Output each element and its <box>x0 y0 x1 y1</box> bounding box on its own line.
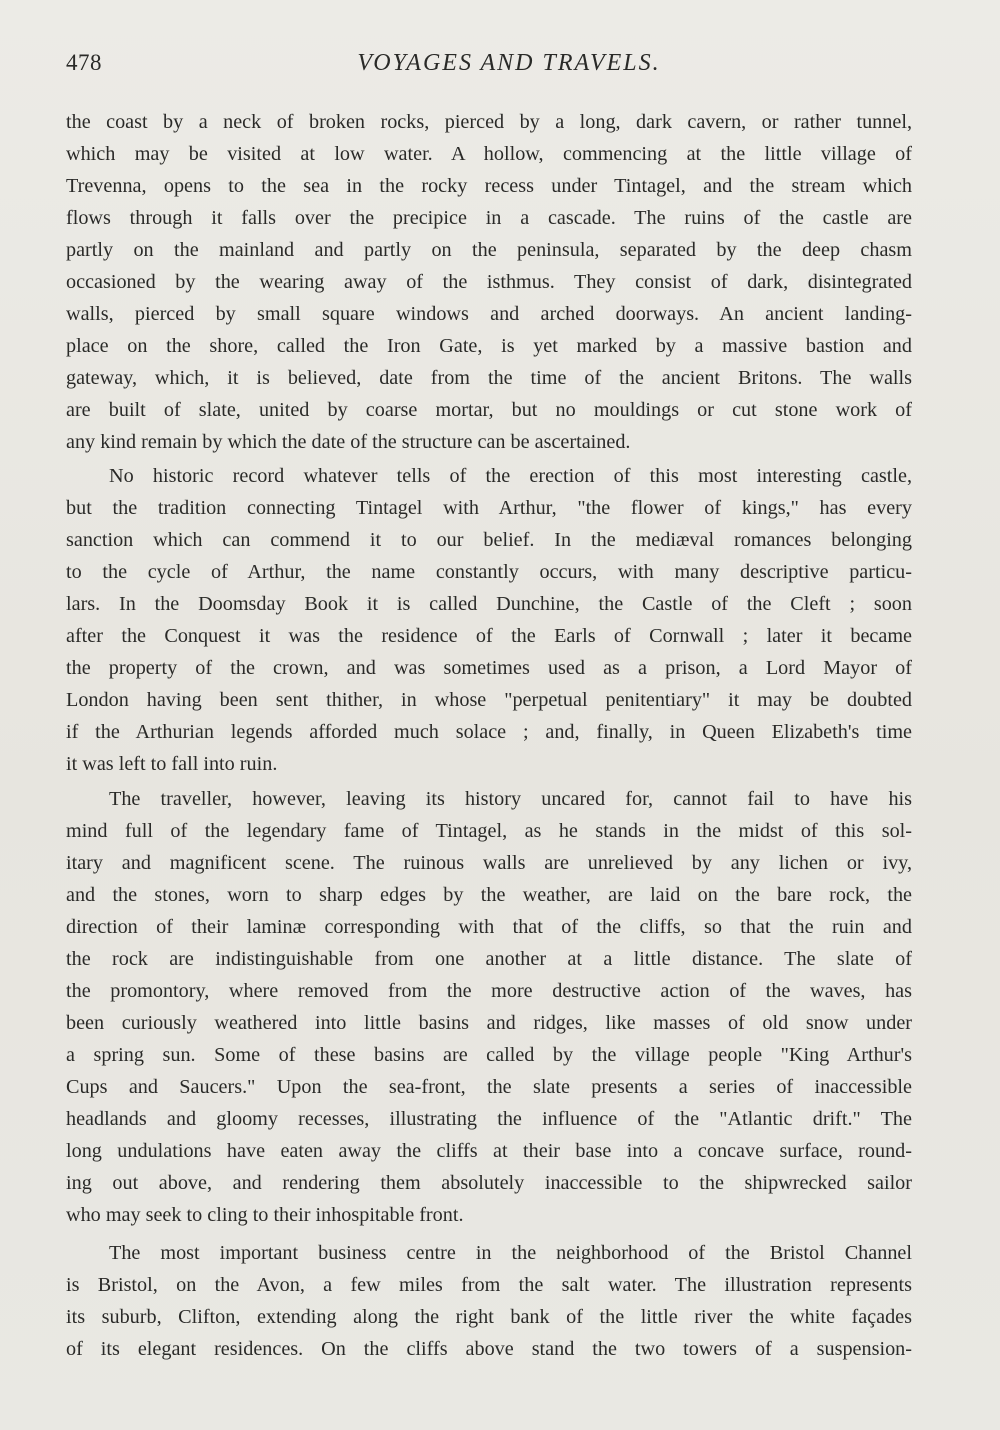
text-line: gateway, which, it is believed, date from the time of the ancient Britons. The walls <box>66 367 912 389</box>
running-title: VOYAGES AND TRAVELS. <box>357 50 661 76</box>
text-line: if the Arthurian legends afforded much solace ; and, finally, in Queen Elizabeth's time <box>66 721 912 743</box>
text-line: itary and magnificent scene. The ruinous walls are unrelieved by any lichen or ivy, <box>66 852 912 874</box>
text-line: the property of the crown, and was sometimes used as a prison, a Lord Mayor of <box>66 657 912 679</box>
text-line: London having been sent thither, in whose "perpetual penitentiary" it may be doubted <box>66 689 912 711</box>
text-line: and the stones, worn to sharp edges by the weather, are laid on the bare rock, the <box>66 884 912 906</box>
text-line: The most important business centre in the neighborhood of the Bristol Channel <box>109 1242 912 1264</box>
text-line: a spring sun. Some of these basins are called by the village people "King Arthur's <box>66 1044 912 1066</box>
text-line: any kind remain by which the date of the structure can be ascertained. <box>66 431 631 453</box>
paragraph-3 <box>66 783 912 1231</box>
text-line: been curiously weathered into little basins and ridges, like masses of old snow under <box>66 1012 912 1034</box>
text-line: Trevenna, opens to the sea in the rocky recess under Tintagel, and the stream which <box>66 175 912 197</box>
text-line: flows through it falls over the precipice in a cascade. The ruins of the castle are <box>66 207 912 229</box>
running-head <box>66 50 912 84</box>
text-line: mind full of the legendary fame of Tintagel, as he stands in the midst of this sol- <box>66 820 912 842</box>
text-line: who may seek to cling to their inhospitable front. <box>66 1204 464 1226</box>
text-line: the rock are indistinguishable from one another at a little distance. The slate of <box>66 948 912 970</box>
text-line: after the Conquest it was the residence of the Earls of Cornwall ; later it became <box>66 625 912 647</box>
text-line: sanction which can commend it to our belief. In the mediæval romances belonging <box>66 529 912 551</box>
page-number: 478 <box>66 50 102 75</box>
text-line: but the tradition connecting Tintagel with Arthur, "the flower of kings," has every <box>66 497 912 519</box>
text-line: the coast by a neck of broken rocks, pierced by a long, dark cavern, or rather tunnel, <box>66 111 912 133</box>
text-line: are built of slate, united by coarse mortar, but no mouldings or cut stone work of <box>66 399 912 421</box>
text-line: is Bristol, on the Avon, a few miles from the salt water. The illustration represents <box>66 1274 912 1296</box>
text-line: No historic record whatever tells of the erection of this most interesting castle, <box>109 465 912 487</box>
text-line: of its elegant residences. On the cliffs above stand the two towers of a suspension- <box>66 1338 912 1360</box>
text-line: headlands and gloomy recesses, illustrating the influence of the "Atlantic drift." The <box>66 1108 912 1130</box>
text-line: walls, pierced by small square windows and arched doorways. An ancient landing- <box>66 303 912 325</box>
text-line: occasioned by the wearing away of the isthmus. They consist of dark, disintegrated <box>66 271 912 293</box>
paragraph-4 <box>66 1237 912 1365</box>
paragraph-2 <box>66 460 912 780</box>
text-line: place on the shore, called the Iron Gate, is yet marked by a massive bastion and <box>66 335 912 357</box>
body-text <box>66 106 912 1365</box>
text-line: ing out above, and rendering them absolutely inaccessible to the shipwrecked sailor <box>66 1172 912 1194</box>
text-line: direction of their laminæ corresponding with that of the cliffs, so that the ruin and <box>66 916 912 938</box>
text-line: long undulations have eaten away the cliffs at their base into a concave surface, round- <box>66 1140 912 1162</box>
text-line: the promontory, where removed from the more destructive action of the waves, has <box>66 980 912 1002</box>
text-line: Cups and Saucers." Upon the sea-front, the slate presents a series of inaccessible <box>66 1076 912 1098</box>
text-line: which may be visited at low water. A hollow, commencing at the little village of <box>66 143 912 165</box>
text-line: its suburb, Clifton, extending along the right bank of the little river the white façades <box>66 1306 912 1328</box>
paragraph-1 <box>66 106 912 458</box>
text-line: The traveller, however, leaving its history uncared for, cannot fail to have his <box>109 788 912 810</box>
text-line: to the cycle of Arthur, the name constantly occurs, with many descriptive particu- <box>66 561 912 583</box>
text-line: it was left to fall into ruin. <box>66 753 278 775</box>
text-line: partly on the mainland and partly on the peninsula, separated by the deep chasm <box>66 239 912 261</box>
text-line: lars. In the Doomsday Book it is called Dunchine, the Castle of the Cleft ; soon <box>66 593 912 615</box>
